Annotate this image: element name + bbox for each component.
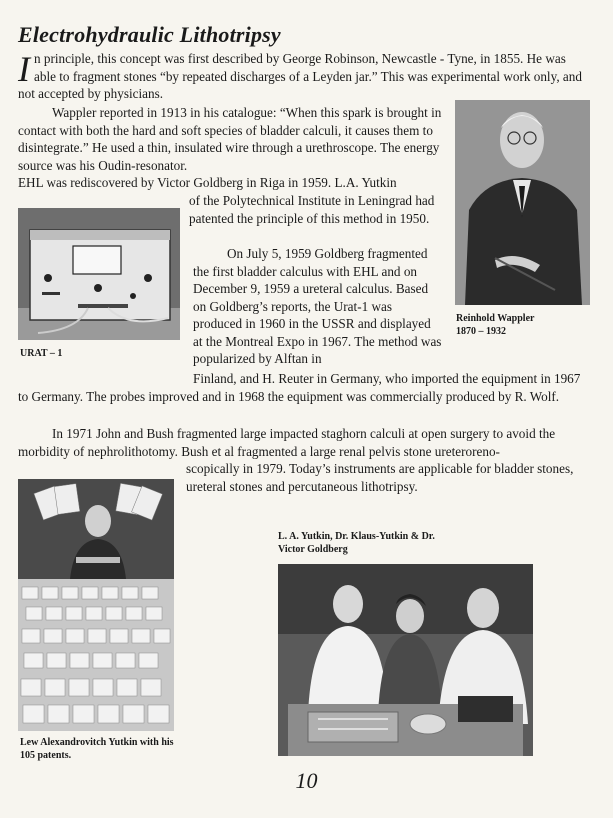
paragraph-leningrad (189, 192, 444, 227)
paragraph-3a: EHL was rediscovered by Victor Goldberg in Riga in 1959. L.A. Yutkin (18, 175, 397, 190)
paragraph-4-end: Finland, and H. Reuter in Germany, who imported the equipment in 1967 to Germany. The probes improved and in 1968 the equipment was commercially produced by R. Wolf. (18, 371, 581, 404)
paragraph-wappler (18, 104, 444, 174)
paragraph-rediscovery (18, 174, 444, 192)
caption-group: L. A. Yutkin, Dr. Klaus-Yutkin & Dr. Victor Goldberg (278, 531, 435, 555)
urat-device-photo (18, 208, 180, 340)
drop-cap: I (18, 49, 30, 89)
paragraph-4: On July 5, 1959 Goldberg fragmented the first bladder calculus with EHL and on December 9, 1959 a ureteral calculus. Based on Goldberg’s reports, the Urat-1 was produced in 1960 in the USSR and displayed at the Montreal Expo in 1967. The method was popularized by Alftan in (193, 246, 442, 366)
paragraph-1: n principle, this concept was first described by George Robinson, Newcastle - Tyne, in 1855. He was able to fragment stones “by repeated discharges of a Leyden jar.” This was experimental work only, and not accepted by physicians. (18, 51, 582, 101)
group-photo (278, 564, 533, 756)
page-title: Electrohydraulic Lithotripsy (18, 22, 281, 47)
page-number: 10 (295, 768, 318, 793)
caption-wappler-name: Reinhold Wappler (456, 313, 535, 324)
caption-wappler-years: 1870 – 1932 (456, 326, 506, 337)
caption-wappler (456, 312, 596, 338)
wappler-portrait (455, 100, 590, 305)
paragraph-3b: of the Polytechnical Institute in Leningrad had patented the principle of this method in 1950. (189, 193, 435, 226)
paragraph-bush-end (186, 460, 586, 495)
paragraph-5a: In 1971 John and Bush fragmented large impacted staghorn calculi at open surgery to avoid the morbidity of nephrolithotomy. Bush et al fragmented a large renal pelvis stone ureteroreno- (18, 426, 556, 459)
paragraph-intro (18, 50, 586, 103)
yutkin-patents-photo (18, 479, 174, 731)
caption-urat: URAT – 1 (20, 348, 63, 359)
paragraph-goldberg (193, 245, 443, 368)
paragraph-goldberg-end (18, 370, 590, 405)
caption-yutkin: Lew Alexandrovitch Yutkin with his 105 patents. (20, 737, 174, 761)
paragraph-bush (18, 425, 590, 460)
paragraph-2: Wappler reported in 1913 in his catalogue: “When this spark is brought in contact with both the hard and soft species of bladder calculi, it causes them to disintegrate.” He used a thin, insulated wire through a urethroscope. The energy source was his Oudin-resonator. (18, 105, 442, 173)
paragraph-5b: scopically in 1979. Today’s instruments are applicable for bladder stones, ureteral stones and percutaneous lithotripsy. (186, 461, 574, 494)
